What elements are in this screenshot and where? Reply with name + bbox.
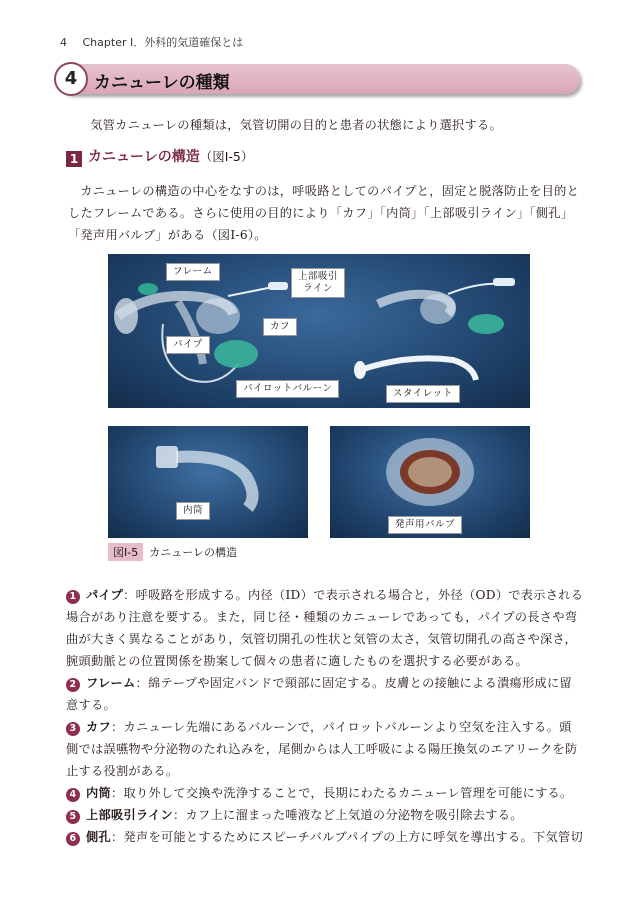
subsection-heading bbox=[66, 146, 253, 167]
item-term: 内筒 bbox=[86, 786, 111, 800]
list-item bbox=[66, 584, 584, 672]
subsection-title: カニューレの構造 bbox=[88, 149, 200, 165]
list-item bbox=[66, 826, 584, 848]
label-suction-line: 上部吸引 ライン bbox=[291, 268, 345, 298]
item-term: パイプ bbox=[86, 588, 124, 602]
speaking-valve-photo bbox=[330, 426, 530, 538]
section-title: カニューレの種類 bbox=[94, 73, 230, 93]
item-text: ：カフ上に溜まった唾液など上気道の分泌物を吸引除去する。 bbox=[173, 808, 523, 822]
item-number: 2 bbox=[66, 678, 80, 692]
figure-caption bbox=[108, 543, 237, 561]
section-number: 4 bbox=[54, 62, 88, 96]
item-number: 1 bbox=[66, 590, 80, 604]
item-term: フレーム bbox=[86, 676, 136, 690]
item-number: 4 bbox=[66, 788, 80, 802]
subsection-figure-ref: （図Ⅰ-5） bbox=[199, 149, 254, 164]
chapter-title: Chapter Ⅰ．外科的気道確保とは bbox=[82, 36, 244, 49]
intro-paragraph: 気管カニューレの種類は，気管切開の目的と患者の状態により選択する。 bbox=[90, 118, 503, 133]
label-stylet: スタイレット bbox=[386, 385, 460, 403]
list-item bbox=[66, 782, 584, 804]
component-list bbox=[66, 584, 584, 848]
item-term: 側孔 bbox=[86, 830, 111, 844]
label-inner-tube: 内筒 bbox=[176, 502, 210, 520]
item-text: ：呼吸路を形成する。内径（ID）で表示される場合と，外径（OD）で表示される場合があり注意を要する。また，同じ径・種類のカニューレであっても，パイプの長さや弯曲が大きく異なることがあり，気管切開孔の性状と気管の太さ，気管切開孔の高さや深さ，腕頭動脈との位置関係を勘案して個々の患者に適したものを選択する必要がある。 bbox=[66, 588, 584, 668]
structure-paragraph: カニューレの構造の中心をなすのは，呼吸路としてのパイプと，固定と脱落防止を目的としたフレームである。さらに使用の目的により「カフ」「内筒」「上部吸引ライン」「側孔」「発声用バルブ」がある（図Ⅰ-6）。 bbox=[68, 184, 580, 243]
label-speaking-valve: 発声用バルブ bbox=[388, 516, 462, 534]
subsection-marker: 1 bbox=[66, 151, 82, 167]
page-number: 4 bbox=[60, 36, 67, 49]
item-text: ：取り外して交換や洗浄することで，長期にわたるカニューレ管理を可能にする。 bbox=[110, 786, 573, 800]
figure-caption-tag: 図Ⅰ-5 bbox=[108, 543, 143, 561]
item-text: ：カニューレ先端にあるバルーンで，パイロットバルーンより空気を注入する。頭側では誤嚥物や分泌物のたれ込みを，尾側からは人工呼吸による陽圧換気のエアリークを防止する役割がある。 bbox=[66, 720, 578, 778]
list-item bbox=[66, 716, 584, 782]
label-frame: フレーム bbox=[166, 263, 220, 281]
label-pilot-balloon: パイロットバルーン bbox=[236, 380, 339, 398]
item-term: カフ bbox=[86, 720, 111, 734]
item-number: 6 bbox=[66, 832, 80, 846]
item-number: 3 bbox=[66, 722, 80, 736]
running-head bbox=[60, 34, 243, 50]
item-text: ：綿テープや固定バンドで頸部に固定する。皮膚との接触による潰瘍形成に留意する。 bbox=[66, 676, 572, 712]
figure-caption-text: カニューレの構造 bbox=[149, 546, 237, 559]
list-item bbox=[66, 672, 584, 716]
item-term: 上部吸引ライン bbox=[86, 808, 174, 822]
list-item bbox=[66, 804, 584, 826]
cannula-main-photo bbox=[108, 254, 530, 408]
inner-tube-illustration bbox=[108, 426, 308, 538]
inner-tube-photo bbox=[108, 426, 308, 538]
label-pipe: パイプ bbox=[166, 336, 210, 354]
item-text: ：発声を可能とするためにスピーチバルブパイプの上方に呼気を導出する。下気管切 bbox=[110, 830, 583, 844]
label-cuff: カフ bbox=[263, 318, 297, 336]
item-number: 5 bbox=[66, 810, 80, 824]
